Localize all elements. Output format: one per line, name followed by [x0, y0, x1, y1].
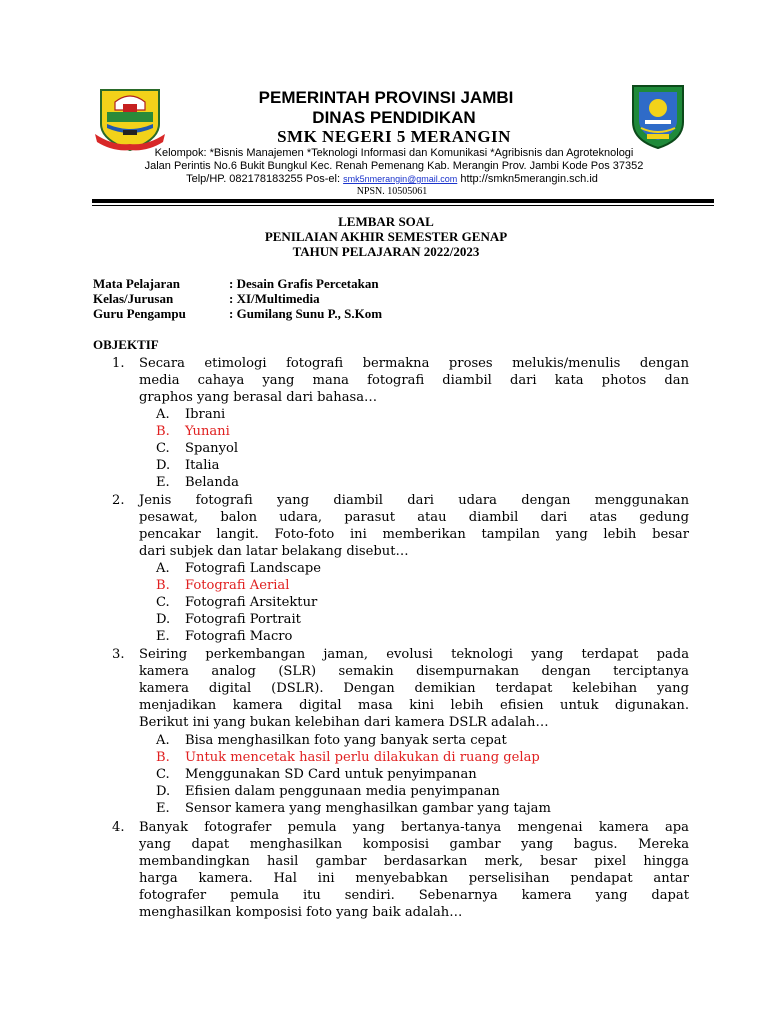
option-letter: E. [156, 475, 170, 490]
question-line: dari subjek dan latar belakang disebut… [139, 544, 409, 559]
doc-title: LEMBAR SOAL [338, 214, 434, 229]
header-contact [8, 173, 768, 185]
option-letter: A. [156, 733, 170, 748]
question-number: 1. [112, 356, 125, 371]
question-line: fotografer pemula itu sendiri. Sebenarnya kamera yang dapat [139, 888, 689, 903]
question-line: kamera analog (SLR) semakin disempurnakan dengan terciptanya [139, 664, 689, 679]
option-text: Fotografi Aerial [185, 578, 290, 593]
doc-subtitle: PENILAIAN AKHIR SEMESTER GENAP [264, 229, 508, 244]
header-npsn: NPSN. 10505061 [356, 186, 428, 197]
question-text [139, 492, 689, 560]
question-text [139, 355, 689, 406]
option-text: Yunani [185, 424, 230, 439]
option-letter: A. [156, 561, 170, 576]
option-text: Italia [185, 458, 220, 473]
question-line: harga kamera. Hal ini menyebabkan perselisihan pendapat antar [139, 871, 689, 886]
question-text [139, 819, 689, 921]
info-value: : Desain Grafis Percetakan [229, 276, 379, 291]
option-text: Bisa menghasilkan foto yang banyak serta cepat [185, 733, 507, 748]
option-letter: B. [156, 750, 170, 765]
option-text: Belanda [185, 475, 239, 490]
question-line: media cahaya yang mana fotografi diambil dari kata photos dan [139, 373, 689, 388]
question-line: menghasilkan komposisi foto yang baik adalah… [139, 905, 463, 920]
option-letter: C. [156, 767, 170, 782]
option-text: Efisien dalam penggunaan media penyimpanan [185, 784, 500, 799]
option-letter: C. [156, 595, 170, 610]
option-text: Fotografi Portrait [185, 612, 301, 627]
question-line: menjadikan kamera digital masa kini lebih efisien untuk digunakan. [139, 698, 689, 713]
info-label: Kelas/Jurusan [93, 291, 174, 306]
info-value: : XI/Multimedia [229, 291, 320, 306]
question-line: Banyak fotografer pemula yang bertanya-tanya mengenai kamera apa [139, 820, 689, 835]
header-email-link[interactable]: smk5nmerangin@gmail.com [343, 174, 458, 184]
option-letter: C. [156, 441, 170, 456]
header-address: Jalan Perintis No.6 Bukit Bungkul Kec. Renah Pemenang Kab. Merangin Prov. Jambi Kode Pos 37352 [144, 160, 644, 172]
question-line: kamera digital (DSLR). Dengan demikian terdapat kelebihan yang [139, 681, 689, 696]
option-letter: B. [156, 424, 170, 439]
option-text: Ibrani [185, 407, 226, 422]
option-text: Menggunakan SD Card untuk penyimpanan [185, 767, 477, 782]
info-label: Guru Pengampu [93, 306, 186, 321]
option-text: Untuk mencetak hasil perlu dilakukan di ruang gelap [185, 750, 540, 765]
question-line: Secara etimologi fotografi bermakna proses melukis/menulis dengan [139, 356, 689, 371]
header-divider-thin [92, 205, 714, 206]
option-text: Sensor kamera yang menghasilkan gambar yang tajam [185, 801, 551, 816]
option-text: Fotografi Landscape [185, 561, 322, 576]
header-divider-thick [92, 199, 714, 203]
option-text: Spanyol [185, 441, 239, 456]
option-letter: B. [156, 578, 170, 593]
info-label: Mata Pelajaran [93, 276, 181, 291]
header-department: DINAS PENDIDIKAN [312, 108, 476, 127]
question-number: 3. [112, 647, 125, 662]
doc-year: TAHUN PELAJARAN 2022/2023 [292, 244, 480, 259]
option-text: Fotografi Macro [185, 629, 293, 644]
question-number: 2. [112, 493, 125, 508]
header-website[interactable]: http://smkn5merangin.sch.id [457, 173, 598, 185]
option-letter: A. [156, 407, 170, 422]
question-line: pencakar langit. Foto-foto ini memberikan tampilan yang lebih besar [139, 527, 689, 542]
header-phone: Telp/HP. 082178183255 Pos-el: [186, 173, 344, 185]
question-line: pesawat, balon udara, parasut atau diambil dari atas gedung [139, 510, 689, 525]
header-groups: Kelompok: *Bisnis Manajemen *Teknologi Informasi dan Komunikasi *Agribisnis dan Agroteknologi [154, 147, 634, 159]
question-line: Berikut ini yang bukan kelebihan dari kamera DSLR adalah… [139, 715, 549, 730]
info-value: : Gumilang Sunu P., S.Kom [229, 306, 383, 321]
question-line: graphos yang berasal dari bahasa… [139, 390, 378, 405]
option-letter: D. [156, 612, 171, 627]
header-school-name: SMK NEGERI 5 MERANGIN [277, 127, 511, 146]
option-letter: E. [156, 629, 170, 644]
option-letter: D. [156, 784, 171, 799]
question-text [139, 646, 689, 731]
section-heading: OBJEKTIF [93, 337, 159, 352]
option-letter: E. [156, 801, 170, 816]
header-government: PEMERINTAH PROVINSI JAMBI [258, 88, 514, 107]
question-line: Jenis fotografi yang diambil dari udara dengan menggunakan [139, 493, 689, 508]
question-line: yang dapat menghasilkan komposisi gambar yang bagus. Mereka [139, 837, 689, 852]
option-letter: D. [156, 458, 171, 473]
question-number: 4. [112, 820, 125, 835]
option-text: Fotografi Arsitektur [185, 595, 318, 610]
question-line: membandingkan hasil gambar berdasarkan merk, besar pixel hingga [139, 854, 689, 869]
question-line: Seiring perkembangan jaman, evolusi teknologi yang terdapat pada [139, 647, 689, 662]
